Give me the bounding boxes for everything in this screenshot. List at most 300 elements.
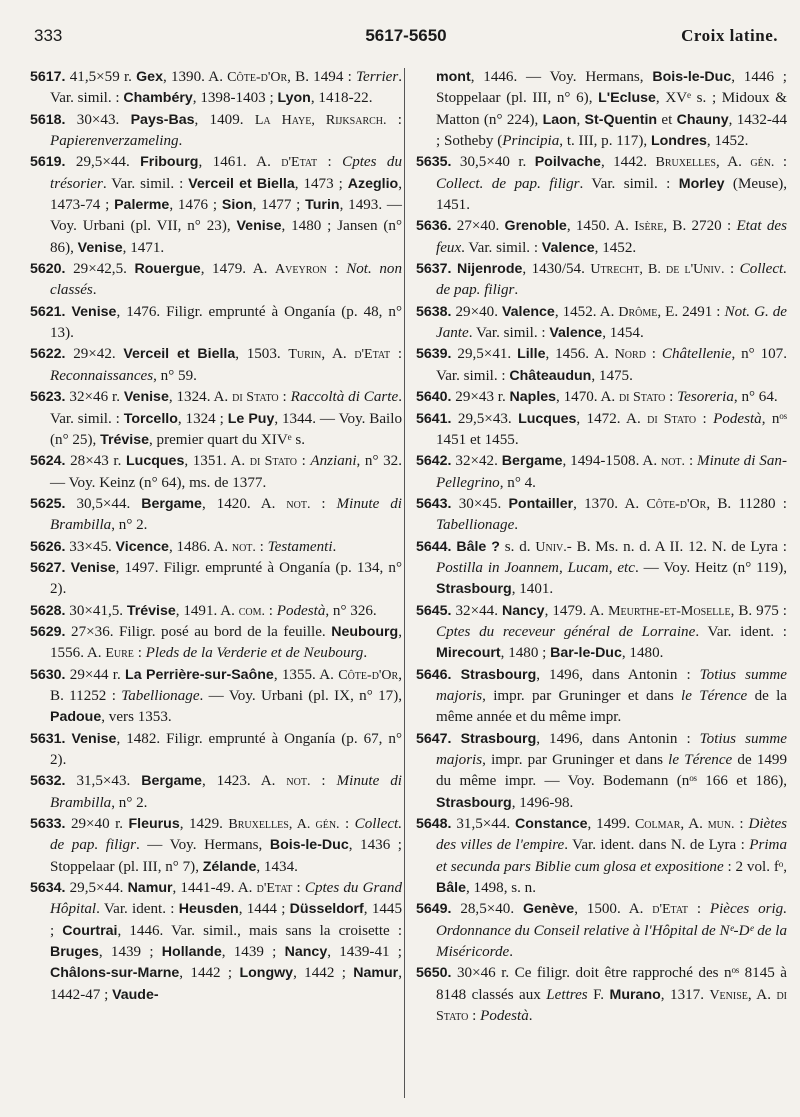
place-name: Namur bbox=[127, 880, 173, 897]
entry-text: : bbox=[255, 538, 268, 555]
archive-name: Utrecht, B. de l'Univ. bbox=[590, 262, 725, 278]
source-title: Podestà bbox=[713, 410, 762, 427]
archive-name: Côte-d'Or bbox=[338, 667, 399, 683]
archive-name: not. bbox=[231, 539, 256, 555]
entry-number: 5635. bbox=[416, 154, 452, 171]
entry-number: 5645. bbox=[416, 602, 452, 619]
entry-text: , 1446 ; Stoppelaar (pl. III, n° 6), bbox=[436, 69, 787, 107]
place-name: Bergame bbox=[141, 773, 202, 790]
place-name: Strasbourg bbox=[436, 794, 512, 811]
entry-text: : bbox=[326, 261, 347, 278]
archive-name: Drôme bbox=[618, 304, 658, 320]
place-name: Strasbourg bbox=[436, 581, 512, 598]
entry-text: . Var. simil. : bbox=[50, 389, 402, 427]
entry-continuation bbox=[416, 67, 787, 152]
place-name: Le Puy bbox=[227, 410, 275, 427]
place-name: Grenoble bbox=[504, 218, 567, 235]
archive-name: La Haye, Rijksarch. bbox=[254, 112, 387, 128]
place-name: St-Quentin bbox=[584, 111, 658, 128]
entry-text: . Var. ident. : bbox=[695, 623, 787, 640]
entry-text: de la même année et du même impr. bbox=[436, 687, 788, 726]
source-title: Diètes des villes de l'empire bbox=[436, 816, 788, 854]
entry-text: . — Voy. Urbani (pl. IX, n° 17), bbox=[199, 687, 403, 704]
entry-text: 29×43 r. bbox=[451, 389, 510, 406]
place-name: Poilvache bbox=[534, 154, 601, 171]
entry-number: 5629. bbox=[30, 623, 66, 640]
catalog-entry bbox=[30, 451, 402, 494]
place-name: Mirecourt bbox=[436, 645, 501, 662]
entry-text: , 1496-98. bbox=[511, 794, 574, 811]
source-title: le Térence bbox=[681, 687, 748, 704]
entry-text: . Var. simil. : bbox=[102, 175, 189, 192]
source-title: Minute di San-Pellegrino bbox=[436, 453, 787, 491]
entry-text: , 1446. Var. simil., mais sans la croisette : bbox=[117, 922, 403, 939]
place-name: Châlons-sur-Marne bbox=[50, 965, 180, 982]
entry-text: , 1476 ; bbox=[169, 197, 222, 214]
entry-text: , 1499. bbox=[587, 816, 635, 833]
entry-text: : bbox=[468, 1008, 481, 1025]
left-column bbox=[30, 67, 402, 1006]
place-name: Venise bbox=[123, 389, 169, 406]
place-name: Pontailler bbox=[508, 495, 574, 512]
entry-text: 30×43. bbox=[65, 111, 131, 128]
page-number: 333 bbox=[34, 26, 63, 45]
entry-text: 30,5×40 r. bbox=[451, 154, 535, 171]
entry-number: 5642. bbox=[416, 453, 452, 470]
entry-number: 5624. bbox=[30, 453, 66, 470]
entry-text: , 1479. A. bbox=[200, 261, 276, 278]
entry-number: 5632. bbox=[30, 773, 66, 790]
entry-text: , 1430/54. bbox=[522, 261, 591, 278]
place-name: Verceil et Biella bbox=[123, 346, 236, 363]
place-name: Naples bbox=[509, 389, 557, 406]
entry-text: , n° 4. bbox=[499, 474, 536, 491]
entry-text: : bbox=[292, 880, 305, 897]
entry-number: 5630. bbox=[30, 666, 66, 683]
entry-text: , n° 2. bbox=[111, 517, 148, 534]
place-name: Valence bbox=[501, 303, 555, 320]
catalog-entry bbox=[30, 494, 402, 537]
archive-name: Nord bbox=[614, 347, 646, 363]
entry-text: , 1432-44 ; Sotheby ( bbox=[436, 111, 787, 150]
entry-number: 5637. bbox=[416, 261, 452, 278]
place-name: Chauny bbox=[676, 111, 729, 128]
entry-text: . bbox=[363, 645, 368, 662]
archive-name: Bruxelles, A. gén. bbox=[228, 817, 340, 833]
place-name: Bâle bbox=[436, 880, 466, 897]
catalog-entry bbox=[30, 110, 402, 153]
source-title: Lettres bbox=[546, 986, 588, 1003]
entry-text: : bbox=[310, 495, 337, 512]
place-name: Sion bbox=[221, 197, 253, 214]
entry-text: , 1493. — Voy. Urbani (pl. VII, n° 23), bbox=[50, 197, 402, 235]
entry-text: , n° 2. bbox=[111, 794, 148, 811]
archive-name: not. bbox=[286, 496, 311, 512]
entry-number: 5619. bbox=[30, 154, 66, 171]
entry-text: : bbox=[696, 410, 714, 427]
entry-text: : bbox=[297, 453, 311, 470]
catalog-entry bbox=[30, 729, 402, 772]
catalog-entry bbox=[416, 665, 787, 729]
entry-text: . Var. simil. : bbox=[579, 175, 679, 192]
entry-text: , n° 326. bbox=[325, 602, 377, 619]
place-name: Fribourg bbox=[140, 154, 199, 171]
source-title: Papierenverzameling bbox=[50, 133, 179, 150]
entry-text: , 1473 ; bbox=[294, 175, 348, 192]
entry-number: 5628. bbox=[30, 602, 66, 619]
entry-number: 5626. bbox=[30, 538, 66, 555]
entry-text: , n° 64. bbox=[733, 389, 778, 406]
entry-text: , impr. par Gruninger et dans bbox=[482, 752, 669, 768]
right-column bbox=[416, 67, 787, 1027]
catalog-entry bbox=[30, 814, 402, 878]
place-name: Strasbourg bbox=[460, 666, 537, 683]
place-name: Valence bbox=[549, 325, 603, 342]
catalog-entry bbox=[416, 302, 787, 345]
entry-text: . bbox=[514, 517, 519, 534]
entry-text bbox=[452, 667, 461, 683]
entry-text: : bbox=[734, 816, 749, 833]
source-title: Cptes du receveur général de Lorraine bbox=[436, 623, 696, 640]
source-title: Podestà bbox=[276, 602, 326, 619]
entry-number: 5627. bbox=[30, 559, 66, 576]
entry-number: 5631. bbox=[30, 730, 66, 747]
entry-text: , 1494-1508. A. bbox=[562, 453, 661, 470]
archive-name: Côte-d'Or bbox=[227, 70, 288, 85]
archive-name: d'Etat bbox=[281, 155, 318, 171]
entry-text: : bbox=[724, 261, 740, 278]
catalog-entry bbox=[30, 601, 402, 622]
entry-text: : bbox=[310, 773, 337, 790]
entry-text: , 1445 ; bbox=[50, 901, 403, 939]
entry-text: , bbox=[576, 111, 585, 128]
place-name: Lille bbox=[517, 346, 546, 363]
entry-text: . — Voy. Hermans, bbox=[135, 837, 270, 854]
entry-number: 5621. bbox=[30, 303, 66, 320]
entry-text: : bbox=[645, 346, 662, 363]
entry-text: , 1461. A. bbox=[198, 154, 282, 171]
catalog-entry bbox=[416, 899, 787, 963]
place-name: Lucques bbox=[126, 453, 185, 470]
entry-text: F. bbox=[587, 986, 610, 1003]
place-name: Trévise bbox=[126, 602, 176, 619]
source-title: Etat des feux bbox=[436, 218, 787, 256]
place-name: Gex bbox=[136, 69, 163, 85]
archive-name: Côte-d'Or bbox=[646, 496, 707, 512]
entry-text: , B. 11280 : bbox=[706, 495, 787, 512]
entry-text: , 1491. A. bbox=[175, 602, 239, 619]
source-title: Postilla in Joannem, Lucam, etc bbox=[436, 559, 635, 576]
entry-text: , 1439-41 ; bbox=[327, 944, 402, 961]
entry-text: 31,5×44. bbox=[451, 816, 515, 833]
source-title: Terrier bbox=[355, 69, 399, 85]
entry-number: 5646. bbox=[416, 666, 452, 683]
entry-text: , 1496, dans Antonin : bbox=[536, 666, 700, 683]
place-name: Murano bbox=[609, 986, 661, 1003]
place-name: Venise bbox=[70, 559, 116, 576]
entry-number: 5618. bbox=[30, 111, 66, 128]
entry-text: , t. III, p. 117), bbox=[559, 133, 651, 150]
entry-text: 27×36. Filigr. posé au bord de la feuille. bbox=[65, 623, 332, 640]
place-name: Padoue bbox=[50, 709, 102, 726]
archive-name: d'Etat bbox=[652, 902, 689, 918]
catalog-entry bbox=[30, 387, 402, 451]
entry-text: . bbox=[178, 133, 183, 150]
entry-text: 30×46 r. Ce filigr. doit être rapproché des nᵒˢ 8145 à 8148 classés aux bbox=[436, 965, 787, 1003]
entry-text: , 1351. A. bbox=[184, 453, 250, 470]
place-name: Venise bbox=[71, 303, 117, 320]
archive-name: not. bbox=[286, 774, 311, 790]
entry-text: , 1500. A. bbox=[574, 901, 653, 918]
entry-text: 28,5×40. bbox=[451, 901, 523, 918]
place-name: Bois-le-Duc bbox=[269, 837, 349, 854]
place-name: Hollande bbox=[161, 944, 222, 961]
place-name: Bergame bbox=[501, 453, 563, 470]
entry-text: , 1344. — Voy. Bailo (n° 25), bbox=[50, 410, 402, 448]
place-name: Bergame bbox=[141, 495, 202, 512]
place-name: Fleurus bbox=[128, 816, 180, 833]
entry-text: 29×42. bbox=[65, 346, 124, 363]
archive-name: Isère bbox=[634, 219, 664, 235]
entry-text: , 1439 ; bbox=[221, 944, 285, 961]
entry-text: , 1452. A. bbox=[554, 303, 619, 320]
source-title: Collect. de pap. filigr bbox=[50, 816, 402, 854]
entry-number: 5617. bbox=[30, 69, 66, 85]
entry-text: , 1479. A. bbox=[544, 602, 609, 619]
entry-text: : bbox=[390, 346, 403, 363]
archive-name: d'Etat bbox=[354, 347, 391, 363]
place-name: Nancy bbox=[501, 602, 545, 619]
source-title: Tabellionage bbox=[121, 687, 200, 704]
entry-number: 5644. bbox=[416, 538, 452, 555]
source-title: Podestà bbox=[480, 1008, 529, 1025]
entry-text: 30×41,5. bbox=[65, 602, 127, 619]
catalog-entry bbox=[416, 537, 787, 601]
place-name: Venise bbox=[236, 218, 282, 235]
running-header bbox=[34, 26, 778, 50]
place-name: Bar-le-Duc bbox=[550, 645, 622, 662]
entry-text: 30,5×44. bbox=[65, 495, 142, 512]
catalog-entry bbox=[416, 387, 787, 408]
entry-text: , 1442 ; bbox=[179, 965, 240, 982]
entry-text: et bbox=[657, 111, 677, 128]
source-title: Pièces orig. Ordonnance du Conseil relative à l'Hôpital de Nᵉ-Dᵉ de la Miséricorde bbox=[436, 901, 788, 961]
entry-text: , 1446. — Voy. Hermans, bbox=[470, 69, 653, 85]
source-title: le Térence bbox=[668, 752, 733, 768]
place-name: Rouergue bbox=[134, 261, 201, 278]
archive-name: Eure bbox=[105, 646, 134, 662]
entry-text: , 1442 ; bbox=[293, 965, 354, 982]
entry-text: , 1390. A. bbox=[162, 69, 228, 85]
place-name: Londres bbox=[650, 133, 707, 150]
entry-text: . Var. simil. : bbox=[461, 239, 542, 256]
place-name: Chambéry bbox=[123, 90, 193, 107]
source-title: Totius summe majoris bbox=[436, 730, 787, 768]
entry-text: 29,5×41. bbox=[451, 346, 518, 363]
entry-text: . Var. ident. dans N. de Lyra : bbox=[564, 837, 750, 854]
place-name: Vaude- bbox=[112, 986, 159, 1003]
catalog-entry bbox=[30, 152, 402, 259]
catalog-entry bbox=[30, 302, 402, 345]
source-title: Collect. de pap. filigr bbox=[436, 261, 787, 299]
entry-text: . bbox=[528, 1008, 533, 1025]
entry-text: , 1482. Filigr. emprunté à Onganía (p. 67, n° 2). bbox=[50, 730, 402, 768]
source-title: Tabellionage bbox=[436, 517, 515, 534]
catalog-entry bbox=[30, 537, 402, 558]
entry-text: , A. bbox=[715, 154, 751, 171]
entry-text: - B. Ms. n. d. A II. 12. N. de Lyra : bbox=[566, 538, 788, 555]
source-title: Prima et secunda pars Biblie cum glosa et expositione bbox=[436, 837, 787, 875]
place-name: Heusden bbox=[178, 901, 239, 918]
place-name: Venise bbox=[71, 730, 117, 747]
entry-text: , nᵒˢ 1451 et 1455. bbox=[436, 410, 787, 448]
place-name: Turin bbox=[305, 197, 340, 214]
entry-text: de 1499 du même impr. — Voy. Bodemann (nᵒˢ 166 et 186), bbox=[436, 752, 788, 790]
entry-text: , premier quart du XIVᵉ s. bbox=[148, 431, 306, 448]
entry-text: , 1423. A. bbox=[201, 773, 287, 790]
entry-text: , A. bbox=[680, 816, 708, 833]
place-name: Strasbourg bbox=[460, 730, 537, 747]
entry-text: , 1470. A. bbox=[556, 389, 619, 406]
entry-text: , 1496, dans Antonin : bbox=[536, 730, 700, 747]
entry-text: , XVᵉ s. ; Midoux & Matton (n° 224), bbox=[436, 90, 787, 128]
entry-text: . bbox=[332, 538, 337, 555]
entry-text: , impr. par Gruninger et dans bbox=[482, 687, 682, 704]
archive-name: Meurthe-et-Moselle bbox=[608, 603, 731, 619]
source-title: Cptes du Grand Hôpital bbox=[50, 880, 403, 918]
archive-name: di Stato bbox=[249, 454, 297, 470]
place-name: Venise bbox=[77, 239, 123, 256]
entry-text: , 1456. A. bbox=[545, 346, 615, 363]
source-title: Raccoltà di Carte bbox=[290, 389, 399, 406]
entry-text: , 1486. A. bbox=[168, 538, 232, 555]
source-title: Tesoreria bbox=[677, 389, 734, 406]
place-name: mont bbox=[436, 69, 471, 85]
entry-text: , 1503. bbox=[235, 346, 289, 363]
archive-name: gén. bbox=[750, 155, 775, 171]
entry-text: , 1497. Filigr. emprunté à Onganía (p. 134, n° 2). bbox=[50, 559, 402, 598]
column-divider bbox=[404, 68, 405, 1098]
entry-text: . bbox=[509, 944, 513, 961]
place-name: Lyon bbox=[277, 90, 311, 107]
entry-text: . Var. ident. : bbox=[96, 901, 179, 918]
entry-text: 32×42. bbox=[451, 453, 502, 470]
place-name: Nijenrode bbox=[456, 261, 523, 278]
archive-name: com. bbox=[238, 603, 265, 619]
entry-text: , n° 107. Var. simil. : bbox=[436, 346, 787, 384]
place-name: Bruges bbox=[50, 944, 99, 961]
place-name: La Perrière-sur-Saône bbox=[125, 666, 274, 683]
place-name: Trévise bbox=[100, 431, 149, 448]
entry-text: (Meuse), 1451. bbox=[436, 175, 787, 214]
catalog-entry bbox=[416, 216, 787, 259]
source-title: Minute di Brambilla bbox=[50, 773, 402, 811]
entry-text: : bbox=[133, 645, 146, 662]
catalog-entry bbox=[30, 771, 402, 814]
place-name: Pays-Bas bbox=[130, 111, 195, 128]
entry-text: , 1439 ; bbox=[98, 944, 162, 961]
catalog-entry bbox=[30, 558, 402, 601]
entry-text: : bbox=[774, 154, 788, 171]
entry-text: , 1370. A. bbox=[573, 495, 647, 512]
entry-text: , 1398-1403 ; bbox=[192, 90, 278, 107]
place-name: Laon bbox=[542, 111, 577, 128]
entry-text: 29,5×44. bbox=[65, 154, 141, 171]
entry-number: 5622. bbox=[30, 346, 66, 363]
entry-number: 5641. bbox=[416, 410, 452, 427]
place-name: Courtrai bbox=[62, 922, 118, 939]
entry-number: 5634. bbox=[30, 880, 66, 897]
source-title: Cptes du trésorier bbox=[50, 154, 403, 192]
entry-text: , 1324 ; bbox=[177, 410, 228, 427]
entry-number: 5638. bbox=[416, 303, 452, 320]
place-name: Düsseldorf bbox=[289, 901, 364, 918]
entry-text: 29,5×43. bbox=[451, 410, 519, 427]
source-title: Collect. de pap. filigr bbox=[436, 175, 580, 192]
entry-text: , 1452. bbox=[594, 239, 637, 256]
catalog-entry bbox=[30, 344, 402, 387]
place-name: Azeglio bbox=[347, 175, 399, 192]
entry-number: 5625. bbox=[30, 495, 66, 512]
entry-text: , A. bbox=[747, 986, 777, 1003]
entry-text: , 1452. bbox=[706, 133, 749, 150]
entry-text: 31,5×43. bbox=[65, 773, 142, 790]
entry-text: , vers 1353. bbox=[101, 709, 172, 726]
source-title: Pleds de la Verderie et de Neubourg bbox=[145, 645, 364, 662]
entry-text: 32×44. bbox=[451, 602, 502, 619]
entry-text: , 1418-22. bbox=[310, 90, 373, 107]
entry-text: , 1475. bbox=[591, 367, 633, 384]
archive-name: Turin bbox=[288, 347, 322, 363]
source-title: Minute di Brambilla bbox=[50, 495, 402, 534]
entry-text: 32×46 r. bbox=[65, 389, 124, 406]
archive-name: Venise bbox=[709, 987, 748, 1003]
place-name: L'Ecluse bbox=[598, 90, 656, 107]
entry-text: , 1450. A. bbox=[566, 218, 635, 235]
archive-name: d'Etat bbox=[256, 881, 293, 897]
catalog-entry bbox=[416, 451, 787, 494]
entry-text: . Var. simil. : bbox=[50, 69, 402, 107]
entry-number: 5620. bbox=[30, 261, 66, 278]
place-name: Valence bbox=[541, 239, 595, 256]
entry-text: 30×45. bbox=[451, 495, 509, 512]
entry-text: : 2 vol. fᵒ, bbox=[723, 858, 787, 875]
entry-text: 29×42,5. bbox=[65, 261, 135, 278]
source-title: Totius summe majoris bbox=[436, 666, 787, 704]
entry-text: , 1442-47 ; bbox=[50, 965, 402, 1003]
place-name: Verceil et Biella bbox=[188, 175, 295, 192]
entry-text: , B. 2720 : bbox=[663, 218, 737, 235]
entry-text: , 1420. A. bbox=[201, 495, 287, 512]
entry-number: 5623. bbox=[30, 389, 66, 406]
entry-text: , n° 32. — Voy. Keinz (n° 64), ms. de 1377. bbox=[50, 453, 402, 491]
entry-text: 29×40 r. bbox=[65, 816, 129, 833]
place-name: Vicence bbox=[115, 538, 169, 555]
entry-text: , 1434. bbox=[256, 858, 298, 875]
entry-number: 5639. bbox=[416, 346, 452, 363]
entry-text: , 1401. bbox=[511, 581, 554, 598]
archive-name: Colmar bbox=[634, 817, 681, 833]
archive-name: not. bbox=[660, 454, 686, 470]
entry-text: 29×44 r. bbox=[65, 666, 126, 683]
place-name: Neubourg bbox=[331, 623, 399, 640]
entry-text: , B. 1494 : bbox=[287, 69, 356, 85]
entry-text: , 1556. A. bbox=[50, 623, 402, 662]
catalog-entry bbox=[416, 494, 787, 537]
entry-text: : bbox=[386, 111, 403, 128]
entry-text: , 1429. bbox=[179, 816, 229, 833]
place-name: Palerme bbox=[114, 197, 170, 214]
